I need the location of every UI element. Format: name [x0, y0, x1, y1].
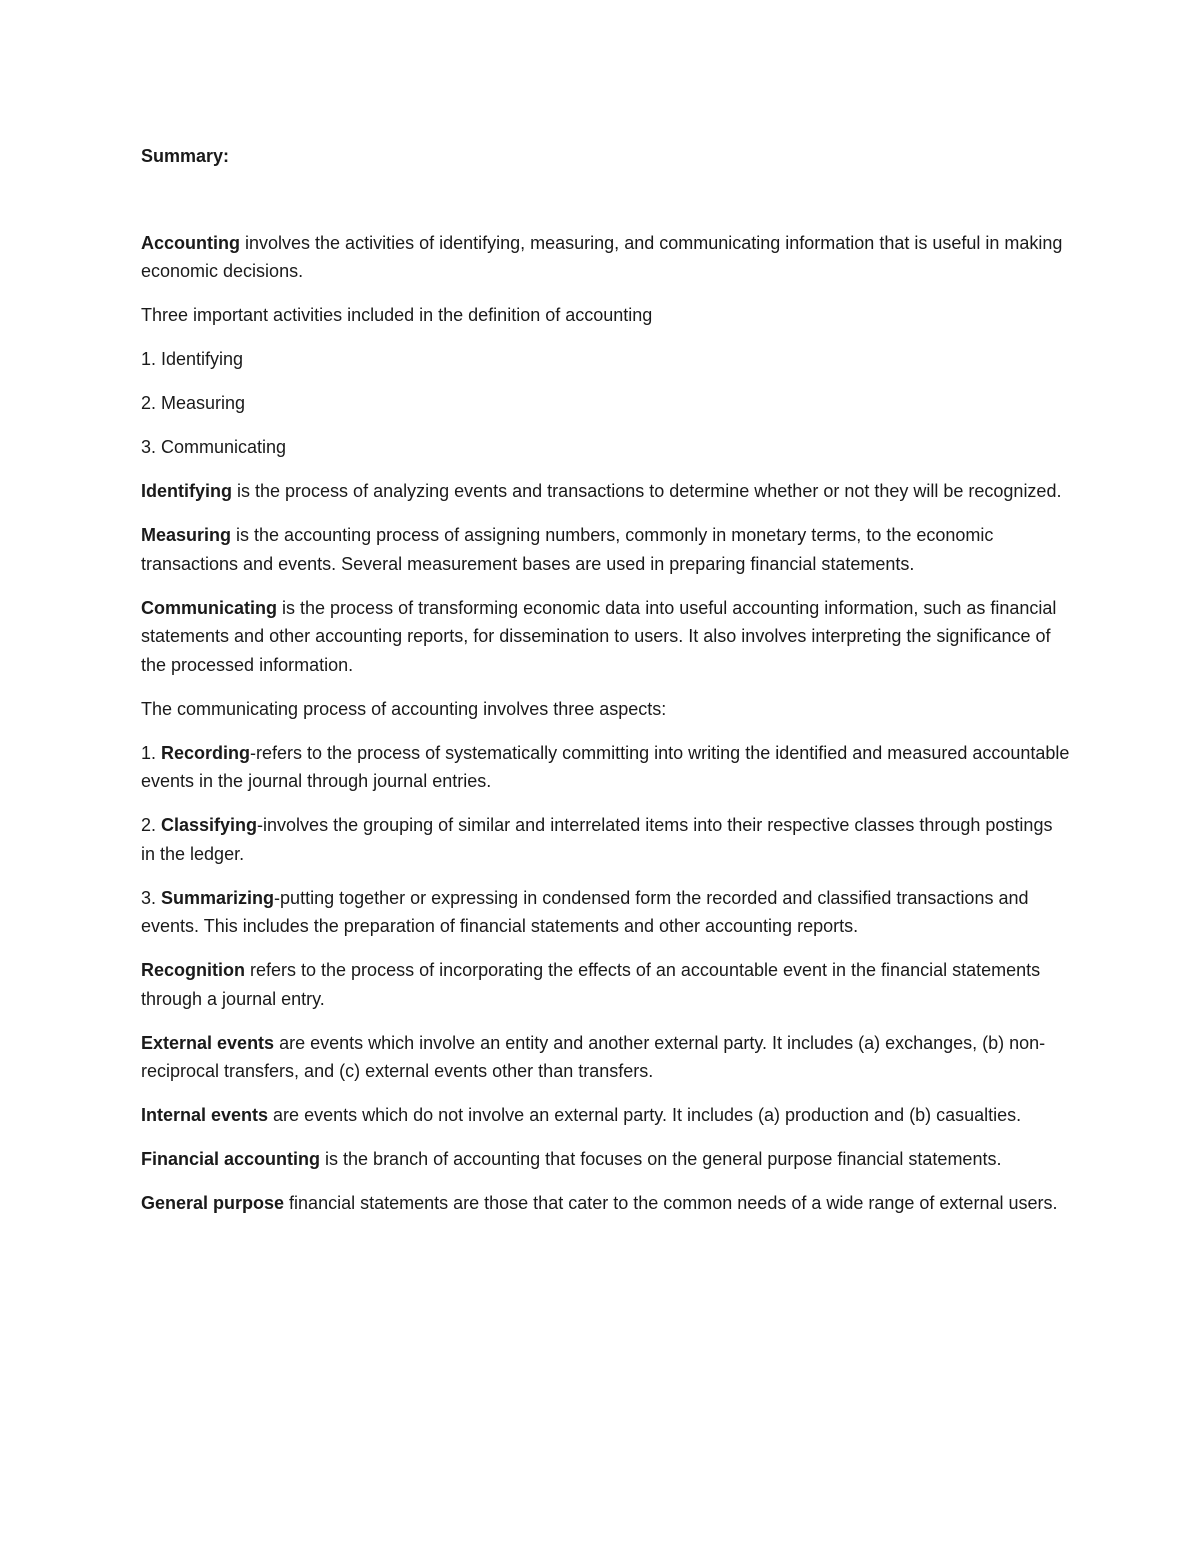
list-item-classifying: [141, 811, 1071, 868]
list-item-text: -putting together or expressing in condensed form the recorded and classified transactions and events. This includes the preparation of financial statements and other accounting reports.: [141, 887, 1029, 936]
term-accounting: Accounting: [141, 232, 240, 253]
list-item-identifying: [141, 345, 1071, 374]
list-item-text: -refers to the process of systematically committing into writing the identified and measured accountable events in the journal through journal entries.: [141, 742, 1070, 791]
paragraph-three-aspects: [141, 695, 1071, 724]
paragraph-text: The communicating process of accounting involves three aspects:: [141, 698, 667, 719]
term-communicating: Communicating: [141, 597, 278, 618]
list-item-text: 3. Communicating: [141, 437, 287, 457]
paragraph-text: are events which do not involve an external party. It includes (a) production and (b) casualties.: [268, 1105, 1022, 1125]
term-recognition: Recognition: [141, 960, 245, 980]
list-item-measuring: [141, 389, 1071, 418]
list-item-recording: [141, 739, 1071, 796]
document-page: [141, 142, 1071, 1233]
list-item-text: -involves the grouping of similar and interrelated items into their respective classes through postings in the ledger.: [141, 815, 1053, 864]
paragraph-measuring: [141, 521, 1071, 578]
paragraph-identifying: [141, 477, 1071, 506]
list-item-number: 1.: [141, 742, 162, 763]
term-internal-events: Internal events: [141, 1105, 269, 1125]
document-title: Summary:: [141, 146, 230, 166]
paragraph-three-activities: [141, 301, 1071, 330]
term-recording: Recording: [161, 742, 251, 763]
list-item-text: 1. Identifying: [141, 349, 244, 369]
paragraph-text: is the process of analyzing events and transactions to determine whether or not they will be recognized.: [232, 481, 1062, 501]
term-identifying: Identifying: [141, 481, 232, 501]
paragraph-communicating: [141, 594, 1071, 680]
list-item-text: 2. Measuring: [141, 393, 246, 413]
paragraph-text: Three important activities included in the definition of accounting: [141, 305, 653, 325]
term-summarizing: Summarizing: [161, 887, 275, 908]
paragraph-text: involves the activities of identifying, measuring, and communicating information that is useful in making economic decisions.: [141, 232, 1063, 281]
paragraph-text: are events which involve an entity and another external party. It includes (a) exchanges, (b) non-reciprocal transfers, and (c) external events other than transfers.: [141, 1032, 1046, 1081]
paragraph-accounting: [141, 229, 1071, 286]
term-financial-accounting: Financial accounting: [141, 1149, 321, 1169]
term-general-purpose: General purpose: [141, 1193, 285, 1213]
paragraph-external-events: [141, 1029, 1071, 1086]
paragraph-text: financial statements are those that cater to the common needs of a wide range of external users.: [284, 1193, 1058, 1213]
list-item-number: 2.: [141, 815, 162, 835]
paragraph-internal-events: [141, 1101, 1071, 1130]
list-item-summarizing: [141, 884, 1071, 941]
paragraph-text: refers to the process of incorporating the effects of an accountable event in the financial statements through a journal entry.: [141, 960, 1041, 1009]
paragraph-general-purpose: [141, 1189, 1071, 1218]
list-item-communicating: [141, 433, 1071, 462]
paragraph-financial-accounting: [141, 1145, 1071, 1174]
list-item-number: 3.: [141, 887, 162, 908]
term-external-events: External events: [141, 1032, 275, 1053]
term-classifying: Classifying: [161, 815, 258, 835]
paragraph-text: is the branch of accounting that focuses on the general purpose financial statements.: [320, 1149, 1002, 1169]
paragraph-recognition: [141, 956, 1071, 1013]
paragraph-text: is the process of transforming economic data into useful accounting information, such as financial statements and other accounting reports, for dissemination to users. It also involves interpreting the significance of the processed information.: [141, 597, 1057, 675]
term-measuring: Measuring: [141, 525, 232, 545]
paragraph-text: is the accounting process of assigning numbers, commonly in monetary terms, to the economic transactions and events. Several measurement bases are used in preparing financial statements.: [141, 525, 994, 574]
